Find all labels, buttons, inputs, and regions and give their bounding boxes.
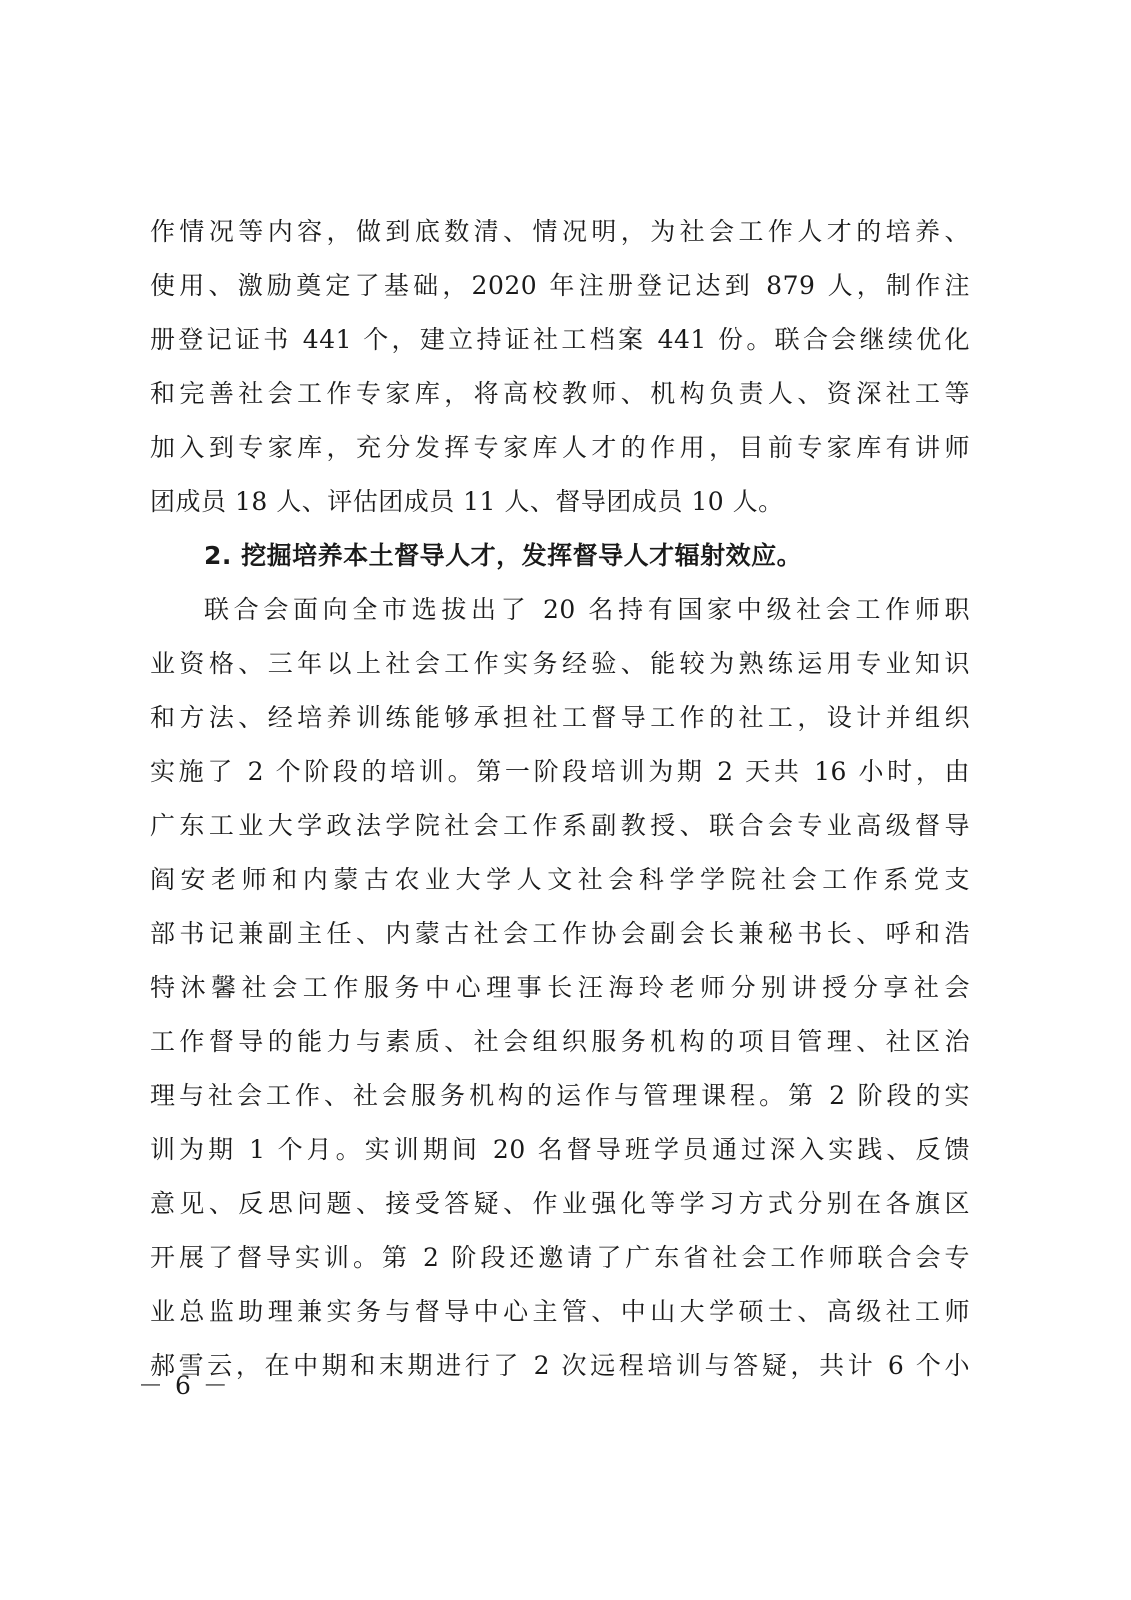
page-number: － 6 －: [138, 1371, 230, 1400]
paragraph-line: 特沐馨社会工作服务中心理事长汪海玲老师分别讲授分享社会: [150, 973, 970, 1002]
paragraph-line: 业总监助理兼实务与督导中心主管、中山大学硕士、高级社工师: [150, 1297, 970, 1326]
paragraph-line: 和方法、经培养训练能够承担社工督导工作的社工，设计并组织: [150, 703, 970, 732]
paragraph-line: 阎安老师和内蒙古农业大学人文社会科学学院社会工作系党支: [150, 865, 970, 894]
paragraph-line: 理与社会工作、社会服务机构的运作与管理课程。第 2 阶段的实: [150, 1081, 970, 1110]
paragraph-line: 使用、激励奠定了基础，2020 年注册登记达到 879 人，制作注: [150, 271, 970, 300]
paragraph-line: 册登记证书 441 个，建立持证社工档案 441 份。联合会继续优化: [150, 325, 970, 354]
paragraph-line: 训为期 1 个月。实训期间 20 名督导班学员通过深入实践、反馈: [150, 1135, 970, 1164]
paragraph-line: 实施了 2 个阶段的培训。第一阶段培训为期 2 天共 16 小时，由: [150, 757, 970, 786]
paragraph-line: 和完善社会工作专家库，将高校教师、机构负责人、资深社工等: [150, 379, 970, 408]
body-text: [150, 205, 970, 1393]
section-heading: 2. 挖掘培养本土督导人才，发挥督导人才辐射效应。: [204, 541, 803, 570]
paragraph-line: 团成员 18 人、评估团成员 11 人、督导团成员 10 人。: [150, 487, 784, 516]
paragraph-line: 广东工业大学政法学院社会工作系副教授、联合会专业高级督导: [150, 811, 970, 840]
paragraph-line: 意见、反思问题、接受答疑、作业强化等学习方式分别在各旗区: [150, 1189, 970, 1218]
paragraph-line: 联合会面向全市选拔出了 20 名持有国家中级社会工作师职: [204, 595, 970, 624]
paragraph-line: 作情况等内容，做到底数清、情况明，为社会工作人才的培养、: [150, 217, 970, 246]
paragraph-line: 开展了督导实训。第 2 阶段还邀请了广东省社会工作师联合会专: [150, 1243, 970, 1272]
paragraph-line: 郝雪云，在中期和末期进行了 2 次远程培训与答疑，共计 6 个小: [150, 1351, 970, 1380]
paragraph-line: 部书记兼副主任、内蒙古社会工作协会副会长兼秘书长、呼和浩: [150, 919, 970, 948]
paragraph-line: 工作督导的能力与素质、社会组织服务机构的项目管理、社区治: [150, 1027, 970, 1056]
paragraph-line: 加入到专家库，充分发挥专家库人才的作用，目前专家库有讲师: [150, 433, 970, 462]
paragraph-line: 业资格、三年以上社会工作实务经验、能较为熟练运用专业知识: [150, 649, 970, 678]
